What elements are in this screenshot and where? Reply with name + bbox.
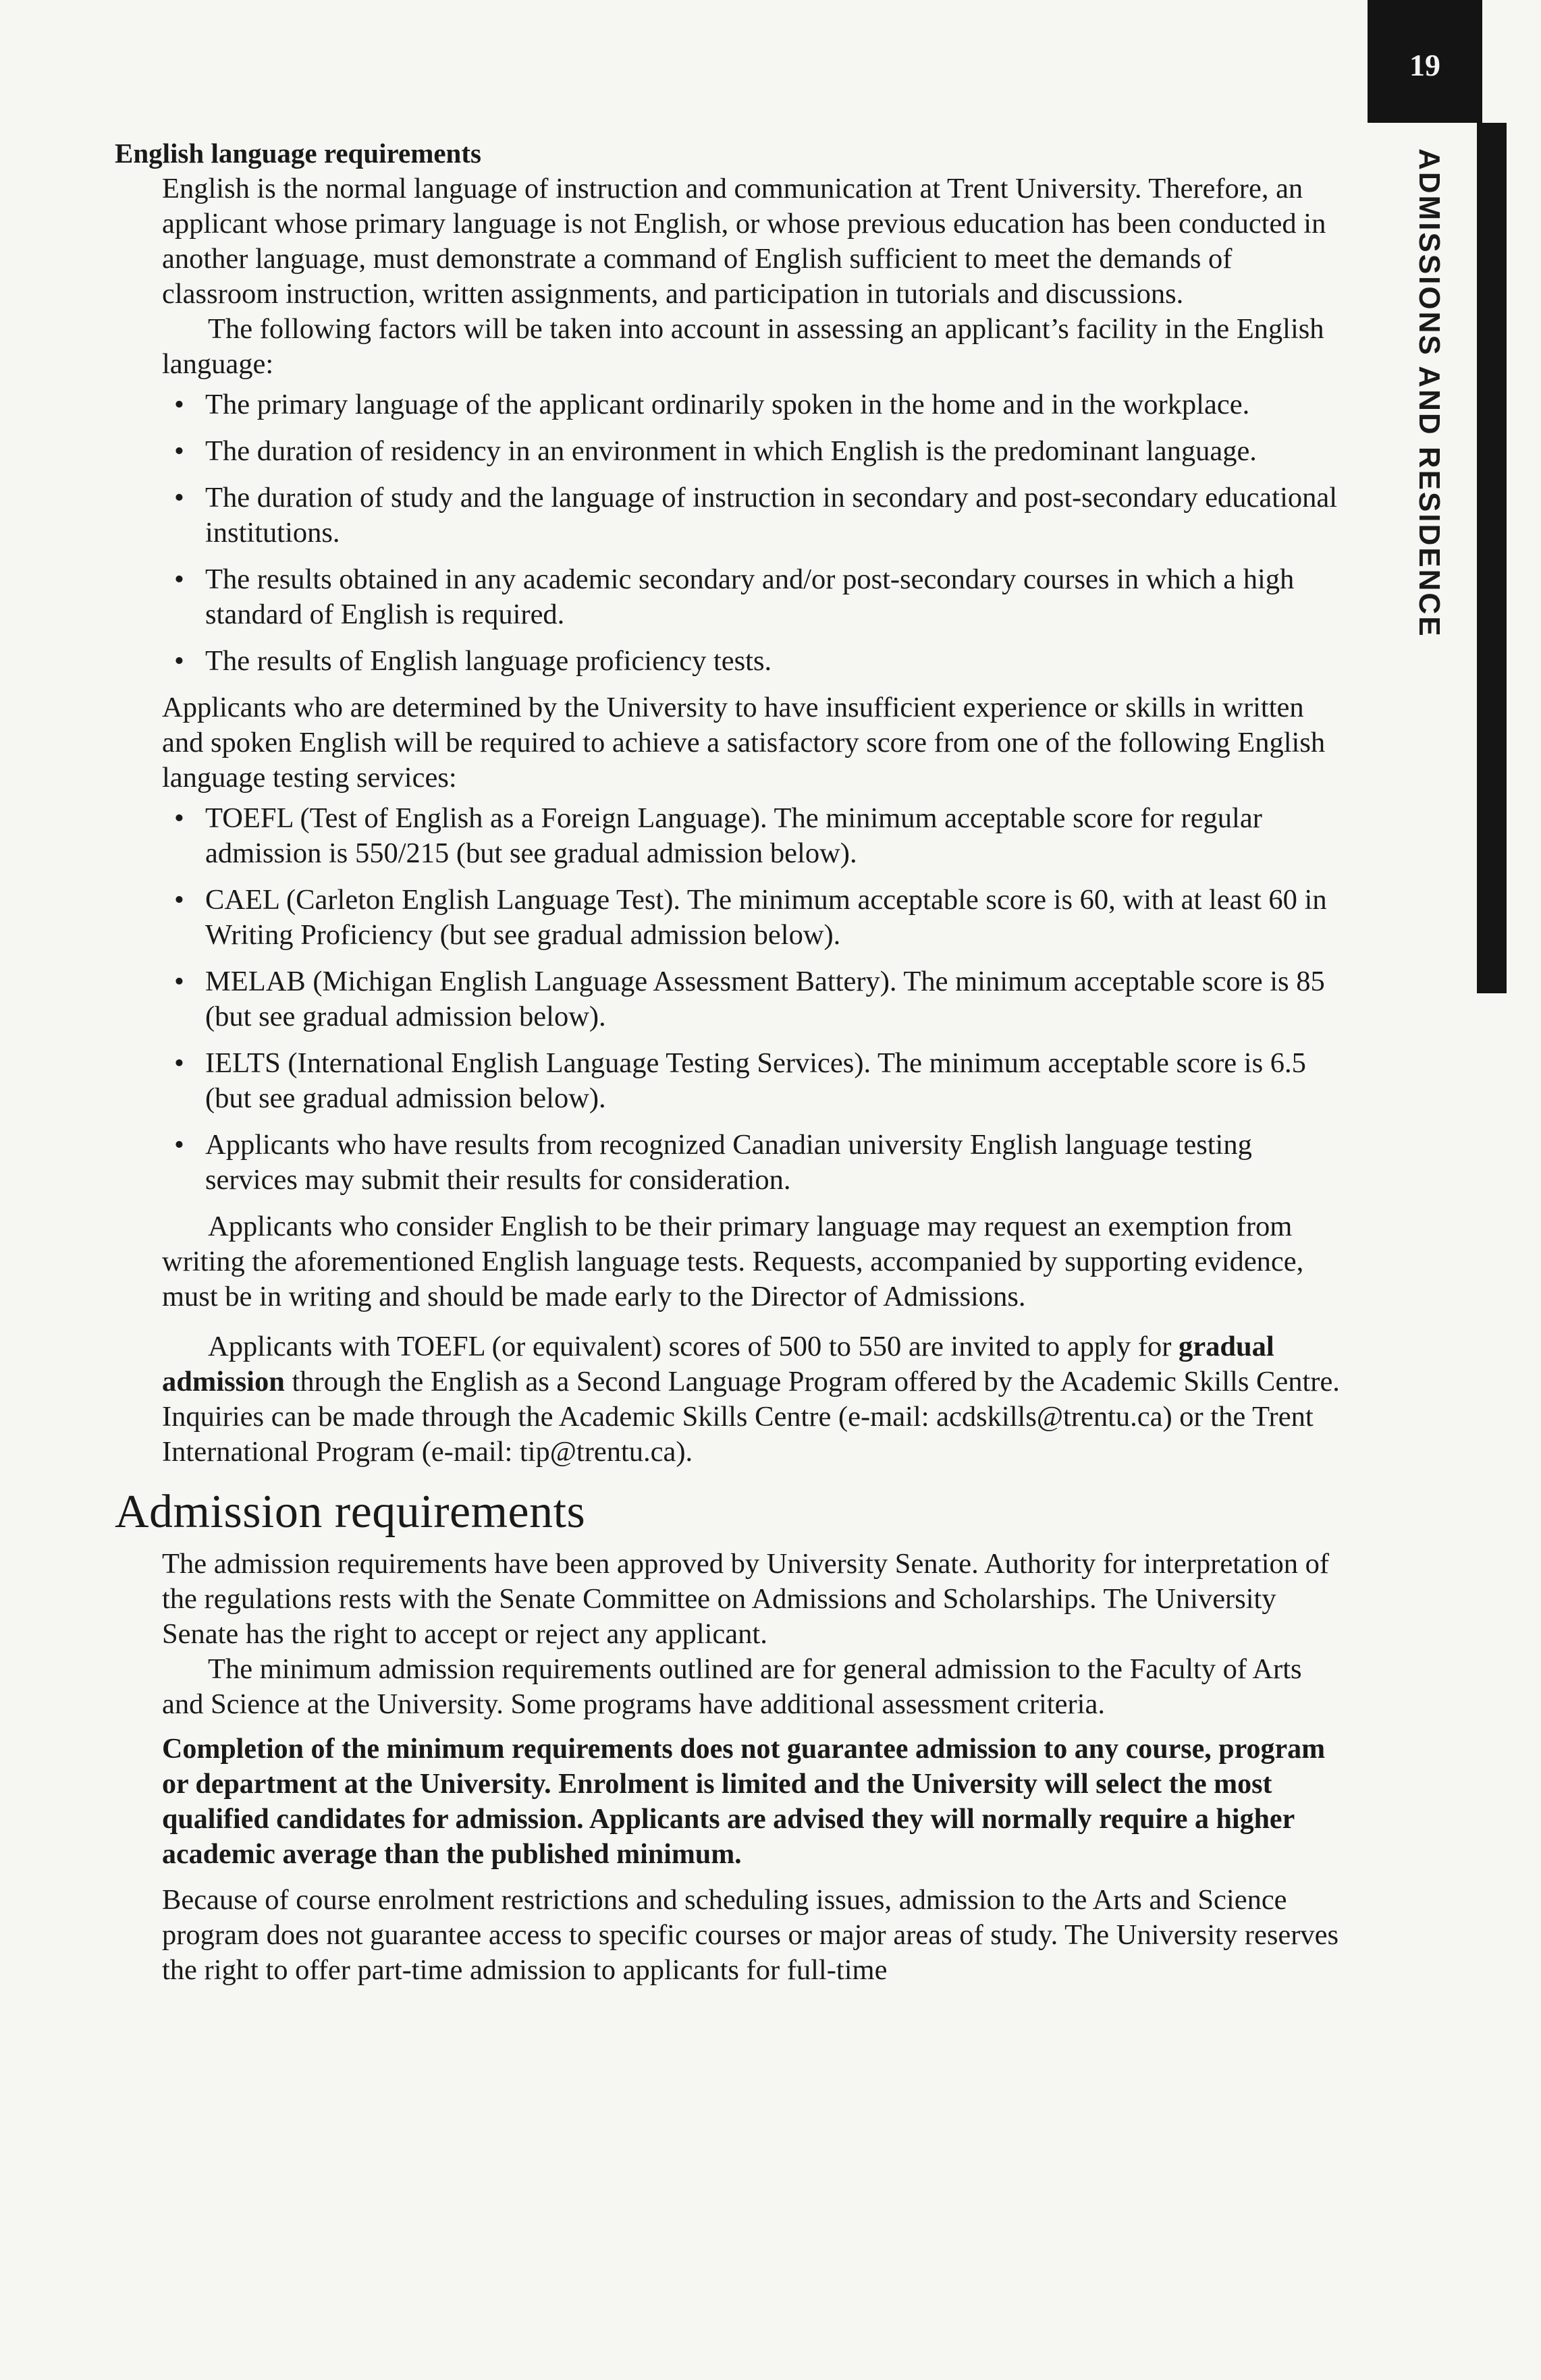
factors-list: [162, 387, 1350, 679]
factors-intro-paragraph: The following factors will be taken into account in assessing an applicant’s facility in the English language:: [162, 313, 1324, 380]
english-requirements-body: [162, 171, 1350, 1470]
english-intro-paragraph: English is the normal language of instruction and communication at Trent University. Therefore, an applicant whose primary language is not English, or whose previous education has been conducted in another language, must demonstrate a command of English sufficient to meet the demands of classroom instruction, written assignments, and participation in tutorials and discussions.: [162, 173, 1326, 310]
list-item: • The duration of residency in an environment in which English is the predominant language.: [174, 435, 1257, 467]
list-item: • IELTS (International English Language Testing Services). The minimum acceptable score is 6.5 (but see gradual admission below).: [174, 1047, 1306, 1114]
page-number: 19: [1409, 47, 1440, 82]
page-number-tab: [1368, 0, 1482, 123]
section-tab: [1404, 148, 1458, 688]
guarantee-notice-paragraph: Completion of the minimum requirements does not guarantee admission to any course, program or department at the University. Enrolment is limited and the University will select the most qualified candidates for admission. Applicants are advised they will normally require a higher academic average than the published minimum.: [162, 1734, 1326, 1870]
list-item: • TOEFL (Test of English as a Foreign Language). The minimum acceptable score for regular admission is 550/215 (but see gradual admission below).: [174, 802, 1262, 869]
exemption-paragraph: Applicants who consider English to be their primary language may request an exemption from writing the aforementioned English language tests. Requests, accompanied by supporting evidence, must be in writing and should be made early to the Director of Admissions.: [162, 1211, 1304, 1312]
list-item: • MELAB (Michigan English Language Assessment Battery). The minimum acceptable score is 85 (but see gradual admission below).: [174, 966, 1325, 1032]
tests-list: [162, 801, 1350, 1198]
enrolment-restrictions-paragraph: Because of course enrolment restrictions and scheduling issues, admission to the Arts and Science program does not guarantee access to specific courses or major areas of study. The University reserves the right to offer part-time admission to applicants for full-time: [162, 1884, 1339, 1986]
section-tab-bar: [1477, 123, 1507, 993]
list-item: • The primary language of the applicant ordinarily spoken in the home and in the workplace.: [174, 389, 1250, 420]
english-requirements-heading: English language requirements: [115, 138, 481, 169]
list-item: • Applicants who have results from recognized Canadian university English language testing services may submit their results for consideration.: [174, 1129, 1252, 1196]
list-item: • The duration of study and the language of instruction in secondary and post-secondary educational institutions.: [174, 482, 1338, 549]
list-item: • The results obtained in any academic secondary and/or post-secondary courses in which a high standard of English is required.: [174, 563, 1295, 630]
page-content: [115, 135, 1350, 1988]
admission-requirements-heading: Admission requirements: [115, 1486, 586, 1538]
testing-services-paragraph: Applicants who are determined by the University to have insufficient experience or skills in written and spoken English will be required to achieve a satisfactory score from one of the following English language testing services:: [162, 692, 1326, 794]
gradual-admission-term: gradual admission: [162, 1331, 1274, 1397]
gradual-admission-paragraph: Applicants with TOEFL (or equivalent) scores of 500 to 550 are invited to apply for gradual admission through the English as a Second Language Program offered by the Academic Skills Centre. Inquiries can be made through the Academic Skills Centre (e-mail: acdskills@trentu.ca) or the Trent International Program (e-mail: tip@trentu.ca).: [162, 1331, 1340, 1468]
minimum-requirements-paragraph: The minimum admission requirements outlined are for general admission to the Faculty of Arts and Science at the University. Some programs have additional assessment criteria.: [162, 1653, 1302, 1720]
list-item: • The results of English language proficiency tests.: [174, 645, 772, 677]
section-tab-label: ADMISSIONS AND RESIDENCE: [1413, 148, 1446, 638]
admission-requirements-body: [162, 1547, 1350, 1988]
senate-paragraph: The admission requirements have been approved by University Senate. Authority for interpretation of the regulations rests with the Senate Committee on Admissions and Scholarships. The University Senate has the right to accept or reject any applicant.: [162, 1548, 1330, 1650]
list-item: • CAEL (Carleton English Language Test). The minimum acceptable score is 60, with at least 60 in Writing Proficiency (but see gradual admission below).: [174, 884, 1327, 951]
